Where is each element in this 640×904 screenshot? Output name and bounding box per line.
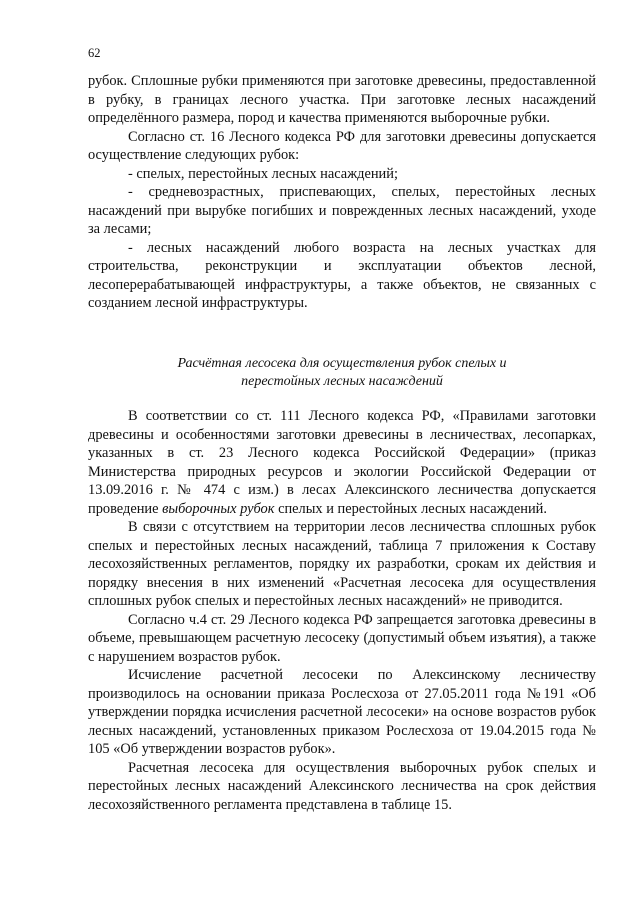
page-number: 62 (88, 46, 101, 60)
section-heading-line-1: Расчётная лесосека для осуществления рубок спелых и (177, 356, 507, 371)
paragraph-table-15: Расчетная лесосека для осуществления выборочных рубок спелых и перестойных лесных насаждений Алексинского лесничества на срок действия лесохозяйственного регламента представлена в таблице 15. (88, 759, 596, 813)
paragraph-article-16: Согласно ст. 16 Лесного кодекса РФ для заготовки древесины допускается осуществление следующих рубок: (88, 128, 596, 163)
paragraph-no-clear-cuts: В связи с отсутствием на территории лесов лесничества сплошных рубок спелых и перестойных лесных насаждений, таблица 7 приложения к Составу лесохозяйственных регламентов, порядку их разработки, срокам их действия и порядку внесения в них изменений «Расчетная лесосека для осуществления сплошных рубок спелых и перестойных лесных насаждений» не приводится. (88, 519, 596, 609)
section-heading (88, 355, 596, 391)
text-block-2 (88, 407, 596, 814)
section-heading-line-2: перестойных лесных насаждений (241, 374, 443, 389)
paragraph-felling-types: рубок. Сплошные рубки применяются при заготовке древесины, предоставленной в рубку, в границах лесного участка. При заготовке лесных насаждений определённого размера, пород и качества применяются выборочные рубки. (88, 73, 596, 126)
paragraph-calculation-basis: Исчисление расчетной лесосеки по Алексинскому лесничеству производилось на основании приказа Рослесхоза от 27.05.2011 года №191 «Об утверждении порядка исчисления расчетной лесосеки» на основе возрастов рубок лесных насаждений, установленных приказом Рослесхоза от 19.04.2015 года № 105 «Об утверждении возрастов рубок». (88, 667, 596, 757)
paragraph-article-111-part-1: В соответствии со ст. 111 Лесного кодекса РФ, «Правилами заготовки древесины и особенностями заготовки древесины в лесничествах, лесопарках, указанных в ст. 23 Лесного кодекса Российской Федерации» (приказ Министерства природных ресурсов и экологии Российской Федерации от 13.09.2016 г. № 474 с изм.) в лесах Алексинского лесничества допускается проведение (88, 408, 596, 517)
list-item-any-age: - лесных насаждений любого возраста на лесных участках для строительства, реконструкции и эксплуатации объектов лесной, лесоперерабатывающей инфраструктуры, а также объектов, не связанных с созданием лесной инфраструктуры. (88, 239, 596, 311)
emphasis-selective-fellings: выборочных рубок (162, 500, 275, 517)
paragraph-article-111 (88, 407, 596, 518)
paragraph-article-29: Согласно ч.4 ст. 29 Лесного кодекса РФ запрещается заготовка древесины в объеме, превышающем расчетную лесосеку (допустимый объем изъятия), а также с нарушением возрастов рубок. (88, 611, 596, 665)
list-item-middle-aged: - средневозрастных, приспевающих, спелых, перестойных лесных насаждений при вырубке погибших и поврежденных лесных насаждений, уходе за лесами; (88, 184, 596, 237)
paragraph-article-111-part-2: спелых и перестойных лесных насаждений. (278, 500, 547, 517)
list-item-mature: - спелых, перестойных лесных насаждений; (128, 165, 398, 182)
text-block-1 (88, 72, 596, 313)
